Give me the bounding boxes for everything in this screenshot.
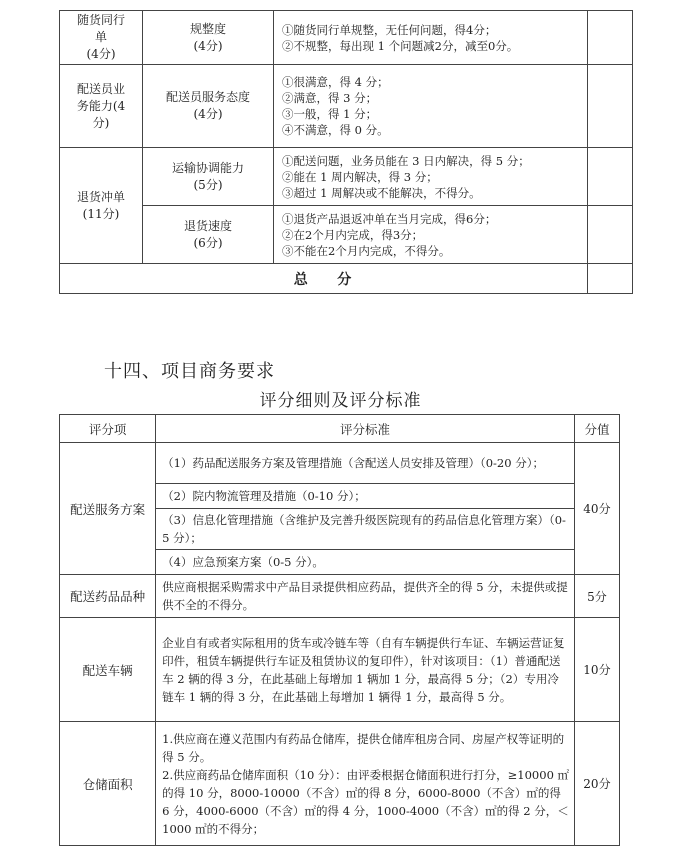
header-standard: 评分标准 — [156, 415, 575, 443]
section-heading: 十四、项目商务要求 — [104, 361, 275, 382]
scoring-table-top — [59, 10, 633, 294]
score-cell — [588, 206, 633, 264]
score-cell — [588, 148, 633, 206]
item-text: 运输协调能力 — [171, 160, 244, 175]
header-points: 分值 — [574, 415, 619, 443]
category-text: 务能力(4 — [76, 98, 126, 113]
table-row — [60, 65, 633, 148]
table-title: 评分细则及评分标准 — [259, 391, 422, 411]
item-cell — [143, 206, 274, 264]
item-text: (4分) — [193, 107, 223, 121]
criteria-line: ③超过 1 周解决或不能解决，不得分。 — [282, 185, 481, 200]
points-cell: 20分 — [574, 722, 619, 846]
score-cell — [588, 11, 633, 65]
standard-cell: （1）药品配送服务方案及管理措施（含配送人员安排及管理）（0-20 分）； — [156, 443, 575, 484]
criteria-line: ②能在 1 周内解决，得 3 分； — [282, 169, 438, 184]
criteria-line: ①随货同行单规整，无任何问题，得4分； — [282, 22, 497, 37]
item-text: 规整度 — [189, 21, 226, 36]
standard-cell — [156, 722, 575, 846]
criteria-cell — [274, 206, 588, 264]
item-cell — [143, 65, 274, 148]
criteria-cell — [274, 148, 588, 206]
total-label: 总 分 — [60, 264, 588, 294]
standard-line: 1.供应商在遵义范围内有药品仓储库，提供仓储库租房合同、房屋产权等证明的得 5 分。 — [162, 731, 565, 764]
item-cell: 配送车辆 — [60, 618, 156, 722]
category-text: 分) — [92, 115, 110, 130]
table-row — [60, 722, 620, 846]
standard-cell: 企业自有或者实际租用的货车或冷链车等（自有车辆提供行车证、车辆运营证复印件，租赁车辆提供行车证及租赁协议的复印件），针对该项目：（1）普通配送车 2 辆的得 3 分，在此基础上每增加 1 辆加 1 分，最高得 5 分；（2）专用冷链车 1 辆的得 3 分，在此基础上每增加 1 辆得 1 分，最高得 5 分。 — [156, 618, 575, 722]
category-cell — [60, 148, 143, 264]
item-cell: 配送服务方案 — [60, 443, 156, 575]
criteria-line: ②不规整，每出现 1 个问题减2分，减至0分。 — [282, 38, 519, 53]
points-cell: 10分 — [574, 618, 619, 722]
standard-cell: （4）应急预案方案（0-5 分）。 — [156, 550, 575, 575]
standard-line: 2.供应商药品仓储库面积（10 分）：由评委根据仓储面积进行打分，≥10000 ㎡的得 10 分，8000-10000（不含）㎡的得 8 分，6000-8000（不含）㎡的得 6 分，4000-6000（不含）㎡的得 4 分，1000-4000（不含）㎡的得 2 分，＜1000 ㎡的不得分； — [162, 767, 570, 836]
table-row — [60, 575, 620, 618]
category-text: 随货同行 — [76, 13, 125, 27]
criteria-line: ①退货产品退返冲单在当月完成，得6分； — [282, 211, 497, 226]
standard-cell: （3）信息化管理措施（含维护及完善升级医院现有的药品信息化管理方案）（0-5 分）； — [156, 509, 575, 550]
criteria-line: ②在2个月内完成，得3分； — [282, 227, 424, 242]
criteria-cell — [274, 65, 588, 148]
item-cell — [143, 148, 274, 206]
standard-cell: （2）院内物流管理及措施（0-10 分）； — [156, 484, 575, 509]
item-cell — [143, 11, 274, 65]
table-row — [60, 618, 620, 722]
item-text: 配送员服务态度 — [165, 90, 250, 104]
category-cell — [60, 11, 143, 65]
table-row — [60, 443, 620, 484]
criteria-line: ④不满意，得 0 分。 — [282, 123, 389, 137]
score-cell — [588, 65, 633, 148]
item-cell: 配送药品品种 — [60, 575, 156, 618]
total-score-cell — [588, 264, 633, 294]
table-row — [60, 206, 633, 264]
category-text: (4分) — [86, 47, 116, 61]
header-row — [60, 415, 620, 443]
table-row — [60, 148, 633, 206]
criteria-cell — [274, 11, 588, 65]
item-text: (5分) — [193, 177, 223, 192]
header-item: 评分项 — [60, 415, 156, 443]
category-text: 配送员业 — [76, 81, 125, 96]
total-row — [60, 264, 633, 294]
criteria-line: ①配送问题，业务员能在 3 日内解决，得 5 分； — [282, 153, 530, 168]
category-text: 退货冲单 — [76, 189, 125, 204]
category-cell — [60, 65, 143, 148]
category-text: (11分) — [82, 206, 120, 221]
criteria-line: ①很满意，得 4 分； — [282, 75, 389, 89]
scoring-table-bottom — [59, 414, 620, 846]
item-text: 退货速度 — [183, 218, 232, 233]
table-row — [60, 11, 633, 65]
standard-cell: 供应商根据采购需求中产品目录提供相应药品，提供齐全的得 5 分，未提供或提供不全的不得分。 — [156, 575, 575, 618]
points-cell: 5分 — [574, 575, 619, 618]
item-text: (4分) — [193, 38, 223, 53]
criteria-line: ③一般，得 1 分； — [282, 107, 378, 121]
item-text: (6分) — [193, 235, 223, 250]
criteria-line: ③不能在2个月内完成，不得分。 — [282, 243, 451, 258]
item-cell: 仓储面积 — [60, 722, 156, 846]
points-cell: 40分 — [574, 443, 619, 575]
criteria-line: ②满意，得 3 分； — [282, 91, 378, 105]
category-text: 单 — [94, 30, 107, 44]
